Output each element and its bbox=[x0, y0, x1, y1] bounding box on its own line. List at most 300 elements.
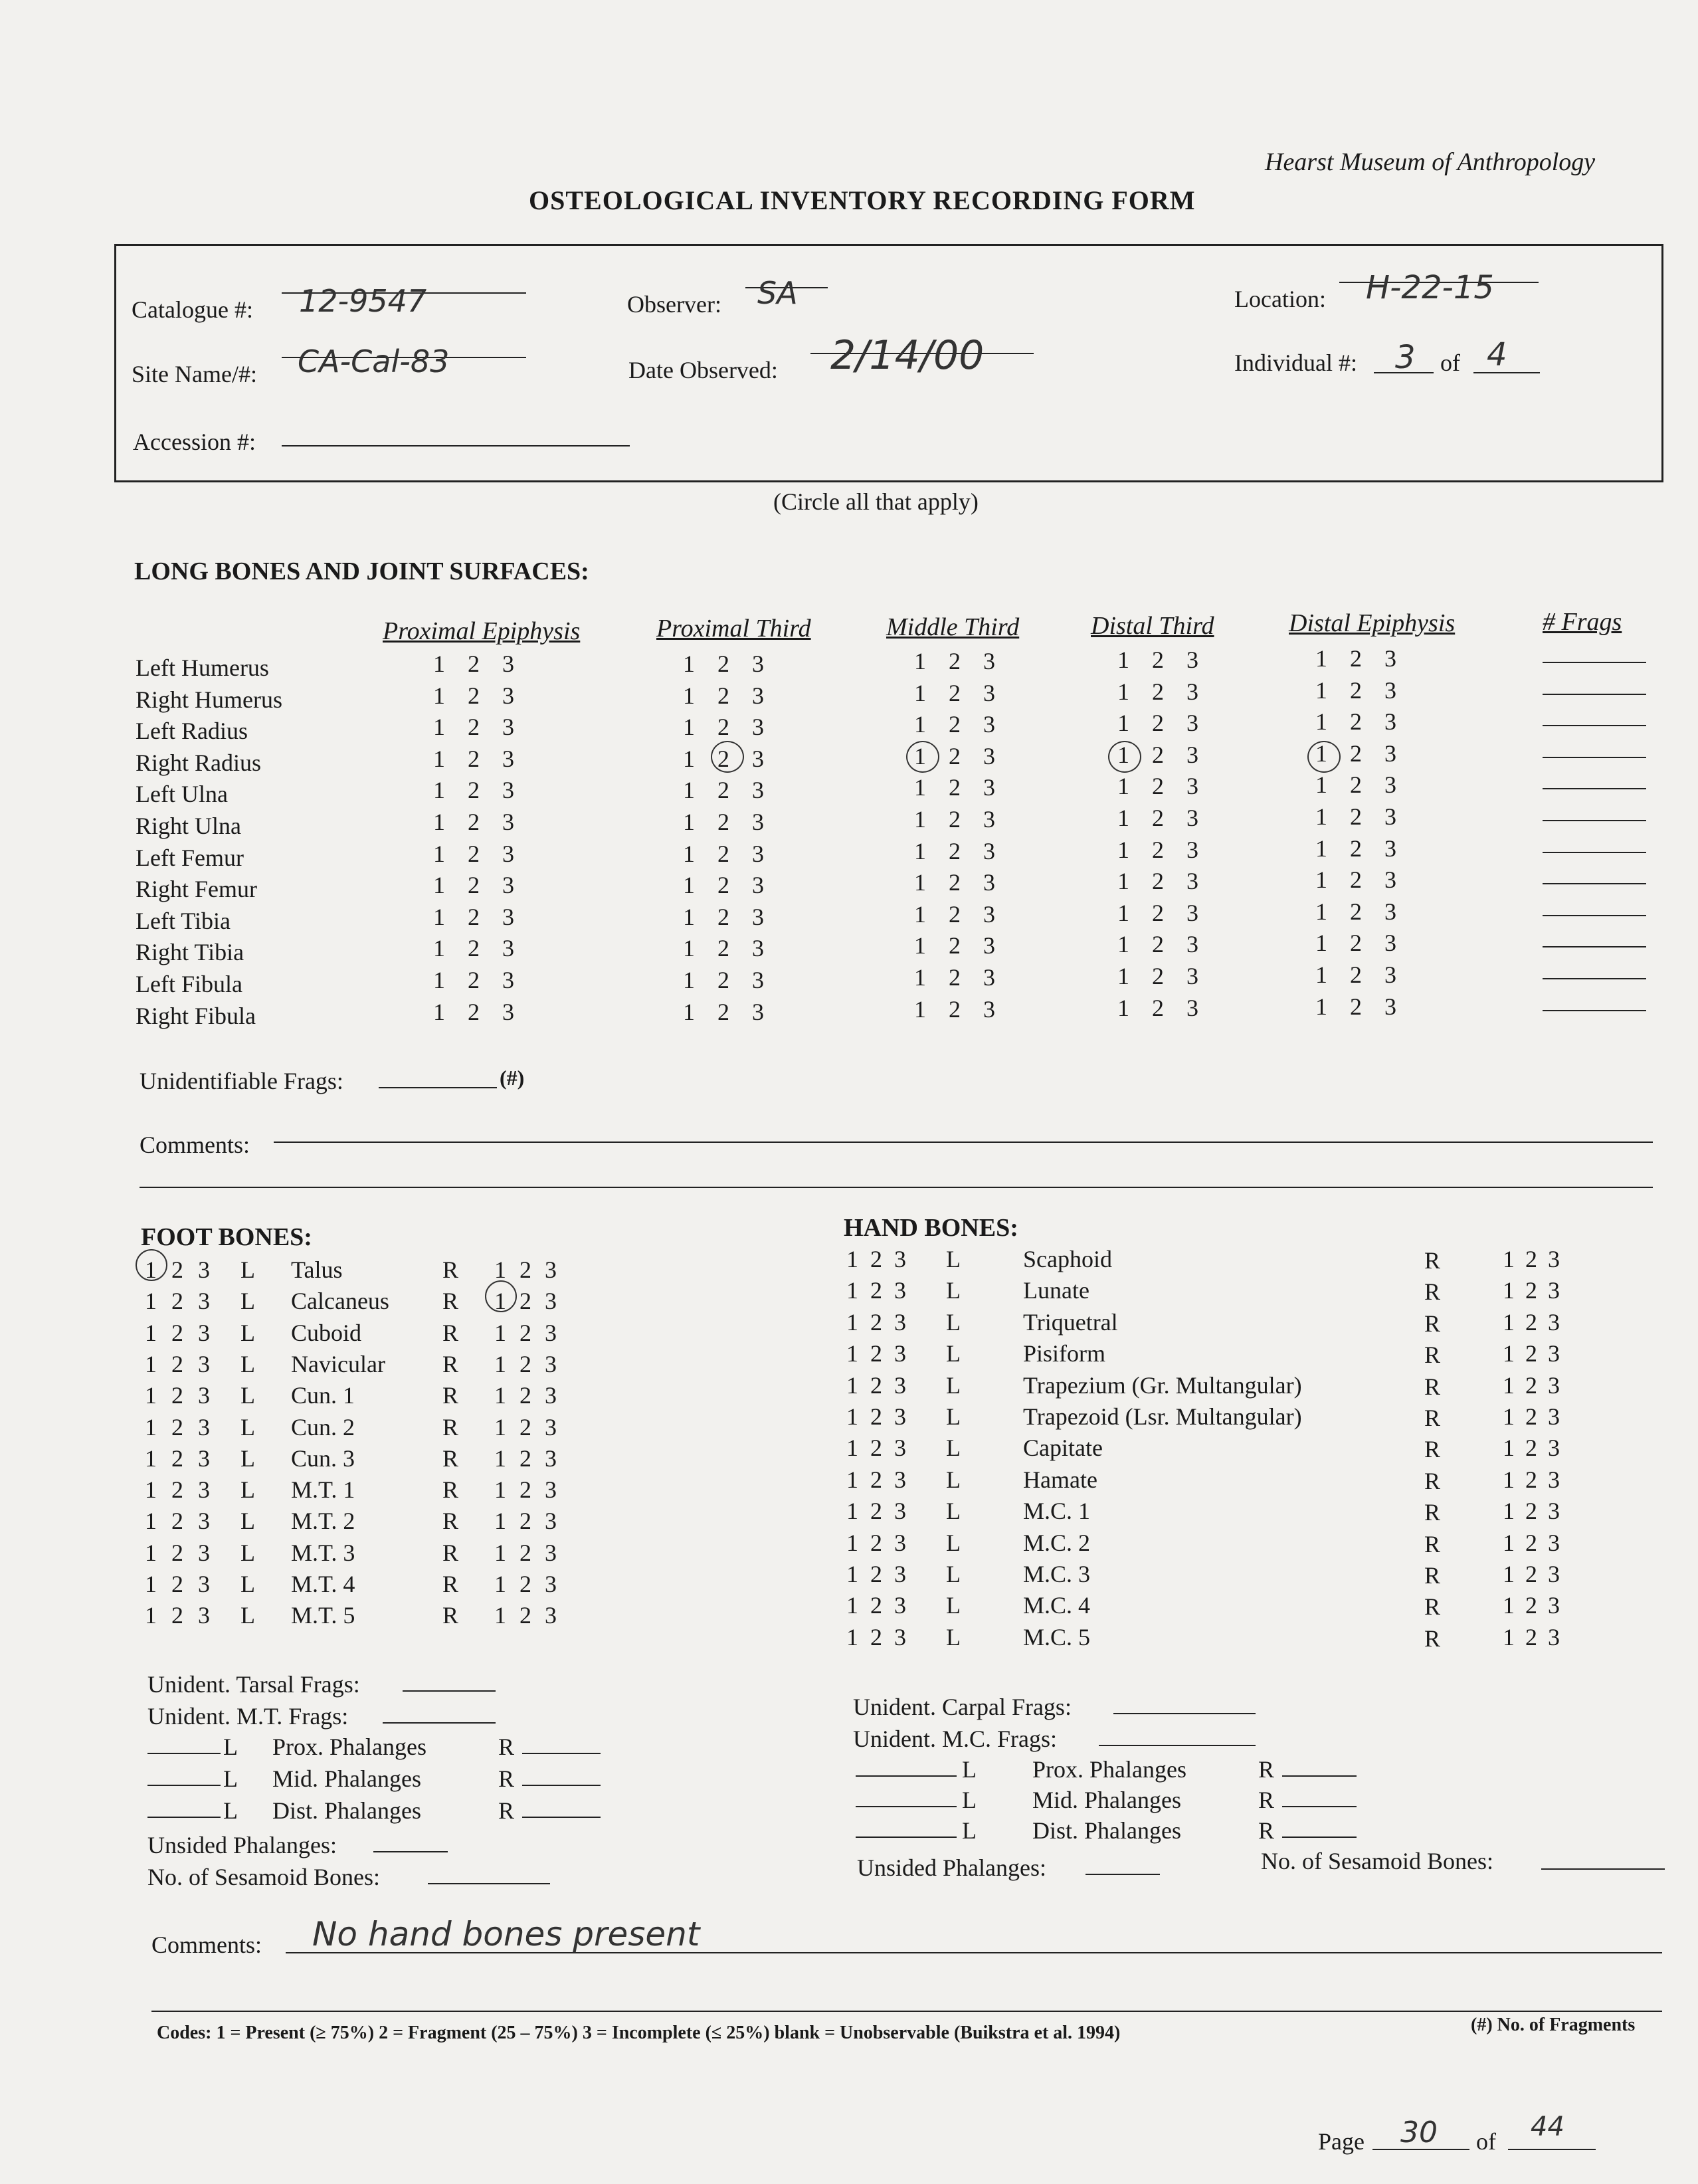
foot-right-m-t-1-code-1[interactable]: 1 bbox=[494, 1476, 506, 1503]
code-left-radius-distal-epiphysis-1[interactable]: 1 bbox=[1315, 708, 1327, 735]
code-left-femur-middle-third-1[interactable]: 1 bbox=[914, 838, 926, 864]
code-right-femur-proximal-third-1[interactable]: 1 bbox=[683, 872, 695, 898]
code-right-ulna-proximal-third-1[interactable]: 1 bbox=[683, 809, 695, 835]
code-left-fibula-proximal-third-2[interactable]: 2 bbox=[717, 967, 729, 993]
hand-right-trapezoid-lsr-multangular-code-1[interactable]: 1 bbox=[1503, 1403, 1515, 1430]
code-left-humerus-middle-third-3[interactable]: 3 bbox=[983, 648, 995, 674]
catalogue-value[interactable]: 12-9547 bbox=[299, 283, 427, 319]
code-left-tibia-proximal-epiphysis-1[interactable]: 1 bbox=[433, 904, 445, 930]
hand-left-m-c-1-code-2[interactable]: 2 bbox=[870, 1498, 882, 1524]
foot-right-calcaneus-code-3[interactable]: 3 bbox=[545, 1288, 557, 1314]
code-left-humerus-distal-epiphysis-3[interactable]: 3 bbox=[1384, 645, 1396, 672]
code-left-ulna-distal-epiphysis-2[interactable]: 2 bbox=[1350, 771, 1362, 798]
code-right-femur-distal-epiphysis-3[interactable]: 3 bbox=[1384, 866, 1396, 893]
foot-right-cun-3-code-1[interactable]: 1 bbox=[494, 1445, 506, 1472]
code-left-ulna-distal-epiphysis-1[interactable]: 1 bbox=[1315, 771, 1327, 798]
code-right-femur-distal-third-1[interactable]: 1 bbox=[1117, 868, 1129, 894]
code-left-radius-proximal-third-2[interactable]: 2 bbox=[717, 714, 729, 740]
foot-left-m-t-4-code-3[interactable]: 3 bbox=[198, 1571, 210, 1597]
code-right-fibula-proximal-epiphysis-3[interactable]: 3 bbox=[502, 999, 514, 1025]
code-right-tibia-proximal-third-1[interactable]: 1 bbox=[683, 935, 695, 961]
code-right-tibia-distal-third-3[interactable]: 3 bbox=[1186, 931, 1198, 957]
code-right-ulna-middle-third-2[interactable]: 2 bbox=[949, 806, 961, 833]
hand-left-scaphoid-code-3[interactable]: 3 bbox=[894, 1246, 906, 1272]
code-left-fibula-distal-epiphysis-1[interactable]: 1 bbox=[1315, 961, 1327, 988]
code-left-ulna-distal-third-2[interactable]: 2 bbox=[1152, 773, 1164, 799]
hand-right-scaphoid-code-2[interactable]: 2 bbox=[1525, 1246, 1537, 1272]
code-right-femur-proximal-epiphysis-1[interactable]: 1 bbox=[433, 872, 445, 898]
code-right-ulna-proximal-third-2[interactable]: 2 bbox=[717, 809, 729, 835]
code-left-tibia-distal-third-3[interactable]: 3 bbox=[1186, 900, 1198, 926]
code-right-humerus-distal-third-1[interactable]: 1 bbox=[1117, 678, 1129, 705]
foot-right-navicular-code-2[interactable]: 2 bbox=[519, 1351, 531, 1377]
hand-mid-phalanges-right-field[interactable] bbox=[1282, 1806, 1357, 1807]
foot-right-navicular-code-3[interactable]: 3 bbox=[545, 1351, 557, 1377]
foot-left-navicular-code-3[interactable]: 3 bbox=[198, 1351, 210, 1377]
code-left-radius-distal-third-2[interactable]: 2 bbox=[1152, 710, 1164, 736]
code-right-tibia-middle-third-1[interactable]: 1 bbox=[914, 932, 926, 959]
code-right-humerus-proximal-third-3[interactable]: 3 bbox=[752, 682, 764, 709]
hand-left-m-c-2-code-3[interactable]: 3 bbox=[894, 1530, 906, 1556]
code-left-femur-distal-third-3[interactable]: 3 bbox=[1186, 837, 1198, 863]
code-right-radius-distal-epiphysis-1[interactable]: 1 bbox=[1315, 740, 1327, 767]
code-right-femur-middle-third-1[interactable]: 1 bbox=[914, 869, 926, 896]
hand-left-triquetral-code-1[interactable]: 1 bbox=[846, 1309, 858, 1336]
foot-left-cuboid-code-1[interactable]: 1 bbox=[145, 1320, 157, 1346]
code-right-femur-proximal-epiphysis-3[interactable]: 3 bbox=[502, 872, 514, 898]
code-left-humerus-proximal-third-1[interactable]: 1 bbox=[683, 650, 695, 677]
code-right-radius-proximal-epiphysis-1[interactable]: 1 bbox=[433, 745, 445, 772]
code-right-femur-distal-epiphysis-1[interactable]: 1 bbox=[1315, 866, 1327, 893]
code-right-femur-middle-third-2[interactable]: 2 bbox=[949, 869, 961, 896]
code-left-humerus-proximal-third-2[interactable]: 2 bbox=[717, 650, 729, 677]
foot-right-calcaneus-code-2[interactable]: 2 bbox=[519, 1288, 531, 1314]
code-left-radius-proximal-third-3[interactable]: 3 bbox=[752, 714, 764, 740]
foot-right-calcaneus-code-1[interactable]: 1 bbox=[494, 1288, 506, 1314]
code-left-femur-distal-third-1[interactable]: 1 bbox=[1117, 837, 1129, 863]
foot-left-m-t-4-code-2[interactable]: 2 bbox=[171, 1571, 183, 1597]
foot-left-calcaneus-code-2[interactable]: 2 bbox=[171, 1288, 183, 1314]
code-right-ulna-distal-third-2[interactable]: 2 bbox=[1152, 805, 1164, 831]
code-right-femur-proximal-third-2[interactable]: 2 bbox=[717, 872, 729, 898]
hand-left-m-c-2-code-1[interactable]: 1 bbox=[846, 1530, 858, 1556]
hand-prox-phalanges-right-field[interactable] bbox=[1282, 1775, 1357, 1777]
frags-field-left-ulna[interactable] bbox=[1543, 788, 1646, 789]
hand-left-lunate-code-3[interactable]: 3 bbox=[894, 1277, 906, 1304]
code-right-radius-distal-third-2[interactable]: 2 bbox=[1152, 742, 1164, 768]
code-right-ulna-middle-third-3[interactable]: 3 bbox=[983, 806, 995, 833]
frags-field-left-fibula[interactable] bbox=[1543, 978, 1646, 979]
code-right-humerus-distal-epiphysis-2[interactable]: 2 bbox=[1350, 677, 1362, 704]
hand-right-trapezoid-lsr-multangular-code-2[interactable]: 2 bbox=[1525, 1403, 1537, 1430]
individual-total[interactable]: 4 bbox=[1487, 336, 1507, 373]
code-right-radius-distal-third-1[interactable]: 1 bbox=[1117, 742, 1129, 768]
code-left-radius-distal-third-3[interactable]: 3 bbox=[1186, 710, 1198, 736]
hand-left-trapezium-gr-multangular-code-3[interactable]: 3 bbox=[894, 1372, 906, 1399]
code-left-ulna-distal-third-3[interactable]: 3 bbox=[1186, 773, 1198, 799]
code-left-ulna-proximal-epiphysis-3[interactable]: 3 bbox=[502, 777, 514, 803]
foot-left-m-t-4-code-1[interactable]: 1 bbox=[145, 1571, 157, 1597]
code-left-femur-distal-epiphysis-1[interactable]: 1 bbox=[1315, 835, 1327, 862]
foot-right-cun-2-code-2[interactable]: 2 bbox=[519, 1414, 531, 1440]
hand-left-capitate-code-2[interactable]: 2 bbox=[870, 1435, 882, 1461]
hand-left-scaphoid-code-2[interactable]: 2 bbox=[870, 1246, 882, 1272]
code-right-fibula-distal-epiphysis-3[interactable]: 3 bbox=[1384, 993, 1396, 1020]
hand-left-trapezoid-lsr-multangular-code-2[interactable]: 2 bbox=[870, 1403, 882, 1430]
hand-left-trapezoid-lsr-multangular-code-1[interactable]: 1 bbox=[846, 1403, 858, 1430]
hand-right-m-c-4-code-2[interactable]: 2 bbox=[1525, 1592, 1537, 1619]
foot-left-cun-3-code-1[interactable]: 1 bbox=[145, 1445, 157, 1472]
hand-right-capitate-code-2[interactable]: 2 bbox=[1525, 1435, 1537, 1461]
foot-right-m-t-2-code-3[interactable]: 3 bbox=[545, 1508, 557, 1534]
site-value[interactable]: CA-Cal-83 bbox=[298, 344, 450, 379]
code-right-radius-middle-third-3[interactable]: 3 bbox=[983, 743, 995, 769]
foot-left-cuboid-code-2[interactable]: 2 bbox=[171, 1320, 183, 1346]
code-left-fibula-proximal-third-3[interactable]: 3 bbox=[752, 967, 764, 993]
foot-left-m-t-2-code-2[interactable]: 2 bbox=[171, 1508, 183, 1534]
code-right-radius-distal-epiphysis-2[interactable]: 2 bbox=[1350, 740, 1362, 767]
code-right-tibia-proximal-epiphysis-2[interactable]: 2 bbox=[468, 935, 480, 961]
foot-right-m-t-5-code-3[interactable]: 3 bbox=[545, 1602, 557, 1629]
code-left-humerus-middle-third-1[interactable]: 1 bbox=[914, 648, 926, 674]
hand-right-m-c-4-code-1[interactable]: 1 bbox=[1503, 1592, 1515, 1619]
code-right-humerus-middle-third-2[interactable]: 2 bbox=[949, 680, 961, 706]
code-left-humerus-distal-epiphysis-1[interactable]: 1 bbox=[1315, 645, 1327, 672]
hand-right-m-c-5-code-2[interactable]: 2 bbox=[1525, 1624, 1537, 1650]
code-left-tibia-proximal-epiphysis-2[interactable]: 2 bbox=[468, 904, 480, 930]
foot-right-m-t-2-code-2[interactable]: 2 bbox=[519, 1508, 531, 1534]
code-left-femur-proximal-third-1[interactable]: 1 bbox=[683, 841, 695, 867]
hand-left-m-c-1-code-3[interactable]: 3 bbox=[894, 1498, 906, 1524]
hand-left-pisiform-code-3[interactable]: 3 bbox=[894, 1340, 906, 1367]
hand-left-triquetral-code-2[interactable]: 2 bbox=[870, 1309, 882, 1336]
code-right-fibula-proximal-third-3[interactable]: 3 bbox=[752, 999, 764, 1025]
hand-right-triquetral-code-1[interactable]: 1 bbox=[1503, 1309, 1515, 1336]
foot-dist-phalanges-right-field[interactable] bbox=[522, 1817, 601, 1818]
hand-right-m-c-1-code-2[interactable]: 2 bbox=[1525, 1498, 1537, 1524]
foot-left-m-t-3-code-2[interactable]: 2 bbox=[171, 1539, 183, 1566]
frags-field-left-humerus[interactable] bbox=[1543, 662, 1646, 663]
foot-right-m-t-5-code-1[interactable]: 1 bbox=[494, 1602, 506, 1629]
frags-field-right-radius[interactable] bbox=[1543, 757, 1646, 758]
code-left-tibia-distal-third-1[interactable]: 1 bbox=[1117, 900, 1129, 926]
hand-mid-phalanges-left-field[interactable] bbox=[856, 1806, 957, 1807]
code-left-femur-proximal-epiphysis-3[interactable]: 3 bbox=[502, 841, 514, 867]
code-right-ulna-distal-epiphysis-1[interactable]: 1 bbox=[1315, 803, 1327, 830]
hand-left-m-c-4-code-2[interactable]: 2 bbox=[870, 1592, 882, 1619]
hand-right-m-c-4-code-3[interactable]: 3 bbox=[1548, 1592, 1560, 1619]
code-left-radius-proximal-epiphysis-2[interactable]: 2 bbox=[468, 714, 480, 740]
code-left-femur-proximal-epiphysis-2[interactable]: 2 bbox=[468, 841, 480, 867]
code-left-radius-proximal-third-1[interactable]: 1 bbox=[683, 714, 695, 740]
code-right-humerus-distal-epiphysis-3[interactable]: 3 bbox=[1384, 677, 1396, 704]
code-left-humerus-distal-third-3[interactable]: 3 bbox=[1186, 646, 1198, 673]
code-right-tibia-distal-third-2[interactable]: 2 bbox=[1152, 931, 1164, 957]
foot-right-cuboid-code-2[interactable]: 2 bbox=[519, 1320, 531, 1346]
code-right-fibula-proximal-third-2[interactable]: 2 bbox=[717, 999, 729, 1025]
code-left-fibula-proximal-epiphysis-1[interactable]: 1 bbox=[433, 967, 445, 993]
hand-right-m-c-3-code-2[interactable]: 2 bbox=[1525, 1561, 1537, 1587]
code-right-ulna-distal-epiphysis-2[interactable]: 2 bbox=[1350, 803, 1362, 830]
code-left-tibia-middle-third-1[interactable]: 1 bbox=[914, 901, 926, 928]
hand-left-pisiform-code-1[interactable]: 1 bbox=[846, 1340, 858, 1367]
foot-left-cun-1-code-3[interactable]: 3 bbox=[198, 1382, 210, 1409]
frags-field-left-femur[interactable] bbox=[1543, 852, 1646, 853]
hand-left-m-c-4-code-3[interactable]: 3 bbox=[894, 1592, 906, 1619]
foot-left-cun-2-code-3[interactable]: 3 bbox=[198, 1414, 210, 1440]
foot-left-talus-code-3[interactable]: 3 bbox=[198, 1256, 210, 1283]
code-left-radius-distal-epiphysis-2[interactable]: 2 bbox=[1350, 708, 1362, 735]
hand-left-capitate-code-3[interactable]: 3 bbox=[894, 1435, 906, 1461]
foot-right-cun-1-code-2[interactable]: 2 bbox=[519, 1382, 531, 1409]
code-left-ulna-proximal-third-1[interactable]: 1 bbox=[683, 777, 695, 803]
hand-right-scaphoid-code-1[interactable]: 1 bbox=[1503, 1246, 1515, 1272]
hand-right-triquetral-code-2[interactable]: 2 bbox=[1525, 1309, 1537, 1336]
foot-left-cuboid-code-3[interactable]: 3 bbox=[198, 1320, 210, 1346]
foot-left-m-t-2-code-1[interactable]: 1 bbox=[145, 1508, 157, 1534]
foot-right-cuboid-code-1[interactable]: 1 bbox=[494, 1320, 506, 1346]
foot-mid-phalanges-left-field[interactable] bbox=[147, 1785, 221, 1786]
code-left-humerus-proximal-epiphysis-1[interactable]: 1 bbox=[433, 650, 445, 677]
foot-left-cun-2-code-2[interactable]: 2 bbox=[171, 1414, 183, 1440]
code-left-femur-middle-third-2[interactable]: 2 bbox=[949, 838, 961, 864]
code-right-humerus-distal-third-3[interactable]: 3 bbox=[1186, 678, 1198, 705]
code-left-femur-proximal-third-3[interactable]: 3 bbox=[752, 841, 764, 867]
code-left-radius-proximal-epiphysis-1[interactable]: 1 bbox=[433, 714, 445, 740]
code-right-fibula-distal-epiphysis-2[interactable]: 2 bbox=[1350, 993, 1362, 1020]
code-left-fibula-proximal-third-1[interactable]: 1 bbox=[683, 967, 695, 993]
code-right-fibula-distal-epiphysis-1[interactable]: 1 bbox=[1315, 993, 1327, 1020]
code-right-fibula-middle-third-1[interactable]: 1 bbox=[914, 996, 926, 1023]
code-left-ulna-proximal-epiphysis-2[interactable]: 2 bbox=[468, 777, 480, 803]
location-value[interactable]: H-22-15 bbox=[1366, 269, 1494, 306]
hand-left-trapezium-gr-multangular-code-1[interactable]: 1 bbox=[846, 1372, 858, 1399]
code-right-tibia-middle-third-3[interactable]: 3 bbox=[983, 932, 995, 959]
code-right-radius-middle-third-2[interactable]: 2 bbox=[949, 743, 961, 769]
code-left-ulna-distal-third-1[interactable]: 1 bbox=[1117, 773, 1129, 799]
code-left-humerus-distal-third-2[interactable]: 2 bbox=[1152, 646, 1164, 673]
hand-right-m-c-5-code-3[interactable]: 3 bbox=[1548, 1624, 1560, 1650]
code-left-femur-distal-epiphysis-2[interactable]: 2 bbox=[1350, 835, 1362, 862]
foot-left-talus-code-1[interactable]: 1 bbox=[145, 1256, 157, 1283]
code-left-femur-middle-third-3[interactable]: 3 bbox=[983, 838, 995, 864]
hand-right-m-c-3-code-3[interactable]: 3 bbox=[1548, 1561, 1560, 1587]
foot-mid-phalanges-right-field[interactable] bbox=[522, 1785, 601, 1786]
hand-left-scaphoid-code-1[interactable]: 1 bbox=[846, 1246, 858, 1272]
foot-right-cun-1-code-3[interactable]: 3 bbox=[545, 1382, 557, 1409]
code-left-humerus-proximal-epiphysis-3[interactable]: 3 bbox=[502, 650, 514, 677]
code-left-femur-proximal-epiphysis-1[interactable]: 1 bbox=[433, 841, 445, 867]
code-right-humerus-proximal-epiphysis-2[interactable]: 2 bbox=[468, 682, 480, 709]
hand-right-m-c-3-code-1[interactable]: 1 bbox=[1503, 1561, 1515, 1587]
code-right-humerus-proximal-epiphysis-3[interactable]: 3 bbox=[502, 682, 514, 709]
code-left-tibia-proximal-third-2[interactable]: 2 bbox=[717, 904, 729, 930]
hand-right-trapezium-gr-multangular-code-3[interactable]: 3 bbox=[1548, 1372, 1560, 1399]
code-right-fibula-middle-third-3[interactable]: 3 bbox=[983, 996, 995, 1023]
foot-right-cun-3-code-3[interactable]: 3 bbox=[545, 1445, 557, 1472]
code-right-humerus-proximal-third-1[interactable]: 1 bbox=[683, 682, 695, 709]
code-right-fibula-proximal-epiphysis-1[interactable]: 1 bbox=[433, 999, 445, 1025]
foot-dist-phalanges-left-field[interactable] bbox=[147, 1817, 221, 1818]
foot-right-m-t-5-code-2[interactable]: 2 bbox=[519, 1602, 531, 1629]
code-right-fibula-distal-third-2[interactable]: 2 bbox=[1152, 995, 1164, 1021]
hand-right-trapezoid-lsr-multangular-code-3[interactable]: 3 bbox=[1548, 1403, 1560, 1430]
code-right-ulna-distal-third-1[interactable]: 1 bbox=[1117, 805, 1129, 831]
hand-right-m-c-1-code-1[interactable]: 1 bbox=[1503, 1498, 1515, 1524]
foot-right-m-t-4-code-3[interactable]: 3 bbox=[545, 1571, 557, 1597]
code-left-fibula-distal-third-1[interactable]: 1 bbox=[1117, 963, 1129, 989]
hand-right-scaphoid-code-3[interactable]: 3 bbox=[1548, 1246, 1560, 1272]
foot-left-m-t-5-code-1[interactable]: 1 bbox=[145, 1602, 157, 1629]
foot-right-cun-1-code-1[interactable]: 1 bbox=[494, 1382, 506, 1409]
code-right-femur-distal-epiphysis-2[interactable]: 2 bbox=[1350, 866, 1362, 893]
code-left-tibia-proximal-third-3[interactable]: 3 bbox=[752, 904, 764, 930]
code-right-ulna-proximal-epiphysis-2[interactable]: 2 bbox=[468, 809, 480, 835]
code-right-ulna-proximal-epiphysis-1[interactable]: 1 bbox=[433, 809, 445, 835]
hand-left-m-c-3-code-3[interactable]: 3 bbox=[894, 1561, 906, 1587]
code-right-tibia-distal-epiphysis-3[interactable]: 3 bbox=[1384, 930, 1396, 956]
code-right-radius-proximal-third-3[interactable]: 3 bbox=[752, 745, 764, 772]
code-left-ulna-proximal-epiphysis-1[interactable]: 1 bbox=[433, 777, 445, 803]
code-right-radius-middle-third-1[interactable]: 1 bbox=[914, 743, 926, 769]
code-left-radius-middle-third-1[interactable]: 1 bbox=[914, 711, 926, 738]
code-right-humerus-middle-third-3[interactable]: 3 bbox=[983, 680, 995, 706]
foot-right-m-t-4-code-2[interactable]: 2 bbox=[519, 1571, 531, 1597]
code-left-tibia-distal-epiphysis-2[interactable]: 2 bbox=[1350, 898, 1362, 925]
code-right-humerus-distal-epiphysis-1[interactable]: 1 bbox=[1315, 677, 1327, 704]
code-right-ulna-middle-third-1[interactable]: 1 bbox=[914, 806, 926, 833]
code-right-ulna-proximal-epiphysis-3[interactable]: 3 bbox=[502, 809, 514, 835]
code-left-femur-distal-epiphysis-3[interactable]: 3 bbox=[1384, 835, 1396, 862]
code-right-tibia-proximal-epiphysis-3[interactable]: 3 bbox=[502, 935, 514, 961]
code-right-tibia-distal-third-1[interactable]: 1 bbox=[1117, 931, 1129, 957]
foot-left-cun-1-code-2[interactable]: 2 bbox=[171, 1382, 183, 1409]
code-left-radius-proximal-epiphysis-3[interactable]: 3 bbox=[502, 714, 514, 740]
code-left-femur-proximal-third-2[interactable]: 2 bbox=[717, 841, 729, 867]
hand-right-m-c-2-code-2[interactable]: 2 bbox=[1525, 1530, 1537, 1556]
hand-left-hamate-code-3[interactable]: 3 bbox=[894, 1466, 906, 1493]
hand-dist-phalanges-right-field[interactable] bbox=[1282, 1837, 1357, 1838]
code-left-ulna-middle-third-2[interactable]: 2 bbox=[949, 774, 961, 801]
code-left-tibia-distal-epiphysis-1[interactable]: 1 bbox=[1315, 898, 1327, 925]
hand-right-trapezium-gr-multangular-code-1[interactable]: 1 bbox=[1503, 1372, 1515, 1399]
code-right-radius-distal-third-3[interactable]: 3 bbox=[1186, 742, 1198, 768]
hand-right-m-c-5-code-1[interactable]: 1 bbox=[1503, 1624, 1515, 1650]
frags-field-right-fibula[interactable] bbox=[1543, 1010, 1646, 1011]
code-left-ulna-proximal-third-2[interactable]: 2 bbox=[717, 777, 729, 803]
hand-dist-phalanges-left-field[interactable] bbox=[856, 1837, 957, 1838]
code-left-tibia-proximal-third-1[interactable]: 1 bbox=[683, 904, 695, 930]
code-left-humerus-distal-epiphysis-2[interactable]: 2 bbox=[1350, 645, 1362, 672]
hand-left-m-c-1-code-1[interactable]: 1 bbox=[846, 1498, 858, 1524]
foot-right-m-t-1-code-3[interactable]: 3 bbox=[545, 1476, 557, 1503]
hand-left-lunate-code-1[interactable]: 1 bbox=[846, 1277, 858, 1304]
code-left-fibula-middle-third-2[interactable]: 2 bbox=[949, 964, 961, 991]
code-left-ulna-distal-epiphysis-3[interactable]: 3 bbox=[1384, 771, 1396, 798]
hand-right-pisiform-code-2[interactable]: 2 bbox=[1525, 1340, 1537, 1367]
code-right-tibia-proximal-third-2[interactable]: 2 bbox=[717, 935, 729, 961]
hand-right-pisiform-code-1[interactable]: 1 bbox=[1503, 1340, 1515, 1367]
observer-value[interactable]: SA bbox=[757, 275, 798, 311]
hand-left-lunate-code-2[interactable]: 2 bbox=[870, 1277, 882, 1304]
code-left-ulna-proximal-third-3[interactable]: 3 bbox=[752, 777, 764, 803]
code-left-fibula-distal-epiphysis-2[interactable]: 2 bbox=[1350, 961, 1362, 988]
hand-right-hamate-code-3[interactable]: 3 bbox=[1548, 1466, 1560, 1493]
foot-left-talus-code-2[interactable]: 2 bbox=[171, 1256, 183, 1283]
code-right-radius-proximal-epiphysis-2[interactable]: 2 bbox=[468, 745, 480, 772]
code-left-fibula-distal-epiphysis-3[interactable]: 3 bbox=[1384, 961, 1396, 988]
code-left-fibula-middle-third-1[interactable]: 1 bbox=[914, 964, 926, 991]
foot-right-m-t-2-code-1[interactable]: 1 bbox=[494, 1508, 506, 1534]
hand-right-lunate-code-2[interactable]: 2 bbox=[1525, 1277, 1537, 1304]
foot-left-m-t-2-code-3[interactable]: 3 bbox=[198, 1508, 210, 1534]
code-right-tibia-middle-third-2[interactable]: 2 bbox=[949, 932, 961, 959]
hand-right-trapezium-gr-multangular-code-2[interactable]: 2 bbox=[1525, 1372, 1537, 1399]
hand-left-hamate-code-2[interactable]: 2 bbox=[870, 1466, 882, 1493]
foot-right-m-t-3-code-1[interactable]: 1 bbox=[494, 1539, 506, 1566]
code-left-radius-distal-third-1[interactable]: 1 bbox=[1117, 710, 1129, 736]
code-right-tibia-proximal-epiphysis-1[interactable]: 1 bbox=[433, 935, 445, 961]
foot-prox-phalanges-left-field[interactable] bbox=[147, 1753, 221, 1754]
hand-right-lunate-code-3[interactable]: 3 bbox=[1548, 1277, 1560, 1304]
foot-left-m-t-5-code-3[interactable]: 3 bbox=[198, 1602, 210, 1629]
hand-right-m-c-2-code-1[interactable]: 1 bbox=[1503, 1530, 1515, 1556]
code-right-femur-distal-third-2[interactable]: 2 bbox=[1152, 868, 1164, 894]
foot-prox-phalanges-right-field[interactable] bbox=[522, 1753, 601, 1754]
code-left-radius-middle-third-2[interactable]: 2 bbox=[949, 711, 961, 738]
code-left-ulna-middle-third-1[interactable]: 1 bbox=[914, 774, 926, 801]
foot-left-cun-3-code-3[interactable]: 3 bbox=[198, 1445, 210, 1472]
frags-field-left-radius[interactable] bbox=[1543, 725, 1646, 726]
code-right-femur-proximal-third-3[interactable]: 3 bbox=[752, 872, 764, 898]
code-right-fibula-proximal-third-1[interactable]: 1 bbox=[683, 999, 695, 1025]
comments2-value[interactable]: No hand bones present bbox=[312, 1915, 700, 1953]
code-left-femur-distal-third-2[interactable]: 2 bbox=[1152, 837, 1164, 863]
frags-field-right-humerus[interactable] bbox=[1543, 694, 1646, 695]
code-right-radius-distal-epiphysis-3[interactable]: 3 bbox=[1384, 740, 1396, 767]
hand-right-hamate-code-2[interactable]: 2 bbox=[1525, 1466, 1537, 1493]
code-right-femur-middle-third-3[interactable]: 3 bbox=[983, 869, 995, 896]
hand-right-pisiform-code-3[interactable]: 3 bbox=[1548, 1340, 1560, 1367]
foot-left-cun-2-code-1[interactable]: 1 bbox=[145, 1414, 157, 1440]
code-right-fibula-proximal-epiphysis-2[interactable]: 2 bbox=[468, 999, 480, 1025]
foot-right-cuboid-code-3[interactable]: 3 bbox=[545, 1320, 557, 1346]
code-right-radius-proximal-epiphysis-3[interactable]: 3 bbox=[502, 745, 514, 772]
foot-right-talus-code-2[interactable]: 2 bbox=[519, 1256, 531, 1283]
code-left-fibula-proximal-epiphysis-3[interactable]: 3 bbox=[502, 967, 514, 993]
code-left-tibia-middle-third-2[interactable]: 2 bbox=[949, 901, 961, 928]
frags-field-right-tibia[interactable] bbox=[1543, 946, 1646, 947]
code-right-radius-proximal-third-2[interactable]: 2 bbox=[717, 745, 729, 772]
hand-right-m-c-2-code-3[interactable]: 3 bbox=[1548, 1530, 1560, 1556]
frags-field-left-tibia[interactable] bbox=[1543, 915, 1646, 916]
code-left-humerus-middle-third-2[interactable]: 2 bbox=[949, 648, 961, 674]
code-left-tibia-distal-epiphysis-3[interactable]: 3 bbox=[1384, 898, 1396, 925]
hand-left-m-c-3-code-2[interactable]: 2 bbox=[870, 1561, 882, 1587]
code-right-humerus-proximal-epiphysis-1[interactable]: 1 bbox=[433, 682, 445, 709]
foot-right-talus-code-3[interactable]: 3 bbox=[545, 1256, 557, 1283]
individual-value[interactable]: 3 bbox=[1395, 339, 1416, 376]
foot-left-calcaneus-code-1[interactable]: 1 bbox=[145, 1288, 157, 1314]
code-right-radius-proximal-third-1[interactable]: 1 bbox=[683, 745, 695, 772]
hand-left-m-c-5-code-1[interactable]: 1 bbox=[846, 1624, 858, 1650]
foot-right-m-t-4-code-1[interactable]: 1 bbox=[494, 1571, 506, 1597]
hand-left-trapezoid-lsr-multangular-code-3[interactable]: 3 bbox=[894, 1403, 906, 1430]
hand-prox-phalanges-left-field[interactable] bbox=[856, 1775, 957, 1777]
foot-right-navicular-code-1[interactable]: 1 bbox=[494, 1351, 506, 1377]
code-left-tibia-proximal-epiphysis-3[interactable]: 3 bbox=[502, 904, 514, 930]
hand-left-hamate-code-1[interactable]: 1 bbox=[846, 1466, 858, 1493]
